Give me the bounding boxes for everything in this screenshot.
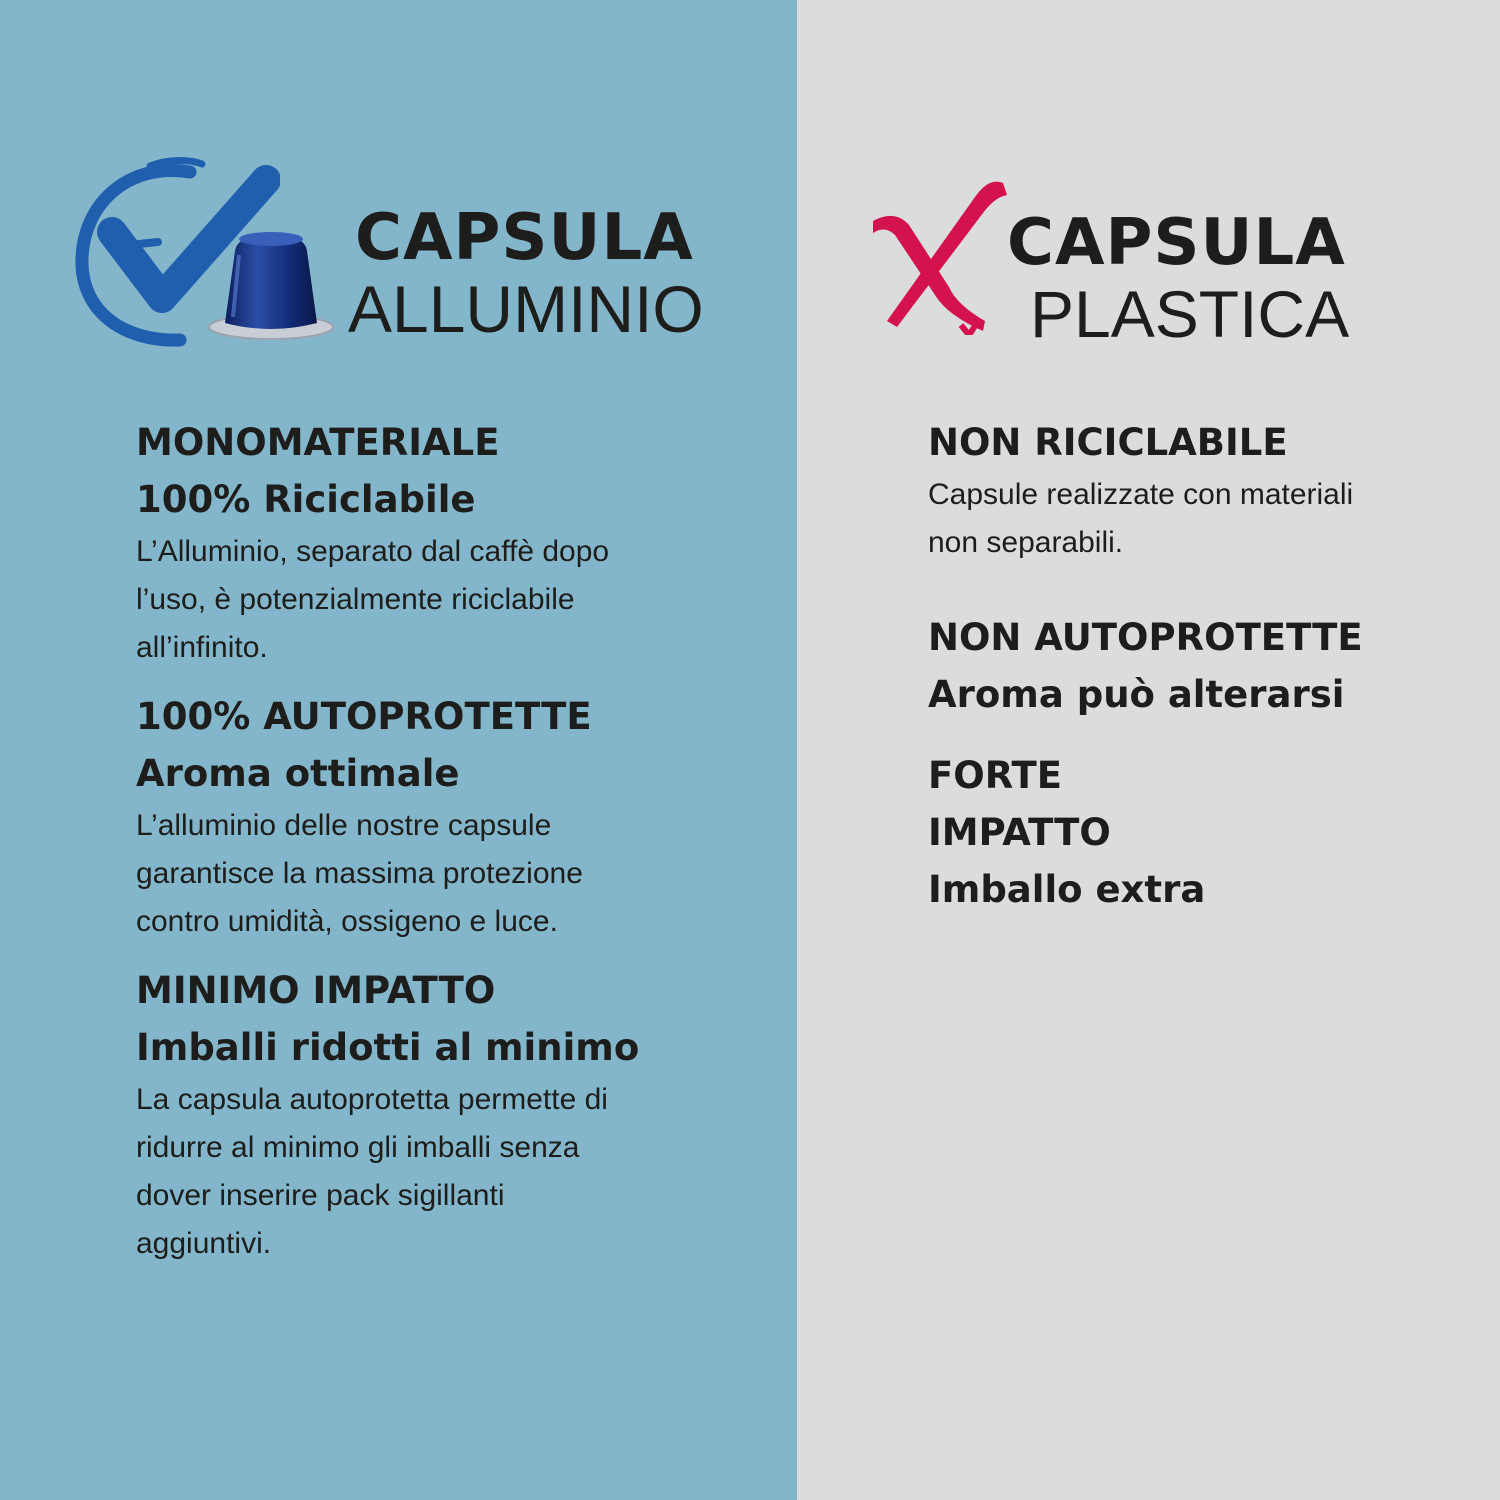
feature-heading: 100% AUTOPROTETTE	[136, 695, 592, 738]
feature-forte-impatto	[928, 754, 1488, 911]
feature-non-autoprotette	[928, 616, 1488, 716]
plastic-title: CAPSULA	[1007, 206, 1346, 280]
feature-monomateriale	[136, 421, 776, 672]
feature-heading: NON RICICLABILE	[928, 421, 1288, 464]
feature-heading: MINIMO IMPATTO	[136, 969, 496, 1012]
feature-minimo-impatto	[136, 969, 776, 1268]
plastic-subtitle: PLASTICA	[1030, 277, 1350, 351]
feature-subheading: Aroma può alterarsi	[928, 673, 1345, 716]
feature-description: La capsula autoprotetta permette di ridurre al minimo gli imballi senza dover inserire pack sigillanti aggiuntivi.	[136, 1083, 608, 1260]
feature-heading: FORTE	[928, 754, 1063, 797]
plastic-features	[928, 421, 1488, 934]
feature-heading-continued: IMPATTO	[928, 811, 1111, 854]
aluminium-features	[136, 421, 776, 1294]
cross-mark-icon	[865, 175, 1015, 335]
feature-description: L’Alluminio, separato dal caffè dopo l’uso, è potenzialmente riciclabile all’infinito.	[136, 535, 610, 664]
feature-heading: MONOMATERIALE	[136, 421, 500, 464]
feature-autoprotette	[136, 695, 776, 946]
aluminium-title: CAPSULA	[355, 201, 694, 275]
feature-description: Capsule realizzate con materiali non separabili.	[928, 478, 1354, 559]
feature-description: L’alluminio delle nostre capsule garantisce la massima protezione contro umidità, ossigeno e luce.	[136, 809, 583, 938]
plastic-panel	[797, 0, 1500, 1500]
feature-subheading: Imballo extra	[928, 868, 1206, 911]
feature-subheading: 100% Riciclabile	[136, 478, 476, 521]
feature-non-riciclabile	[928, 421, 1488, 567]
feature-subheading: Imballi ridotti al minimo	[136, 1026, 640, 1069]
feature-subheading: Aroma ottimale	[136, 752, 460, 795]
coffee-capsule-icon	[205, 225, 337, 345]
feature-heading: NON AUTOPROTETTE	[928, 616, 1363, 659]
aluminium-subtitle: ALLUMINIO	[348, 272, 704, 346]
